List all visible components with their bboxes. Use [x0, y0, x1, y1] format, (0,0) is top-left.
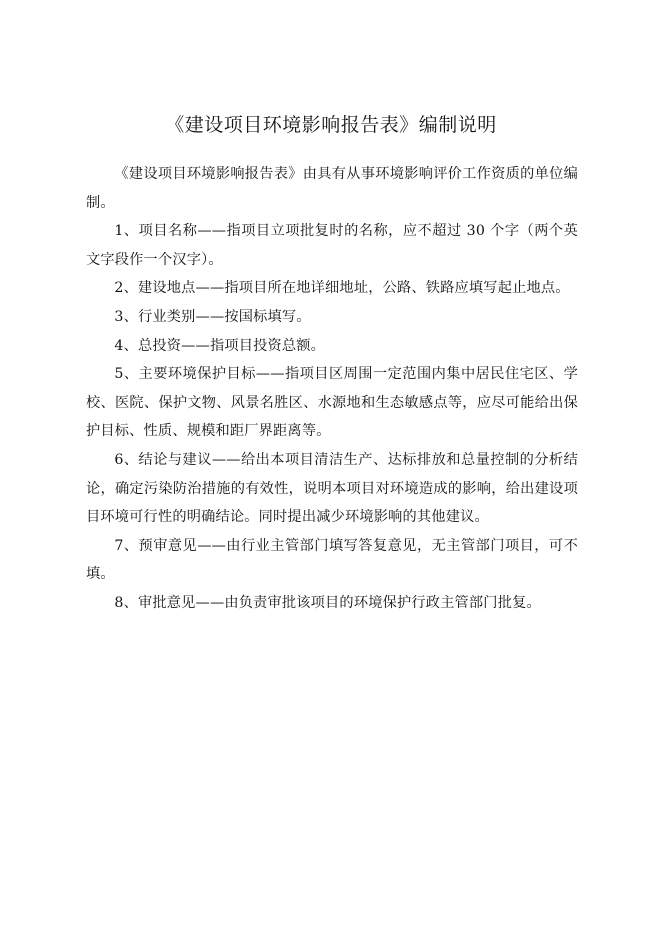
paragraph-item-3: 3、行业类别——按国标填写。	[114, 308, 311, 325]
paragraph-item-5: 5、主要环境保护目标——指项目区周围一定范围内集中居民住宅区、学校、医院、保护文物、风景名胜区、水源地和生态敏感点等，应尽可能给出保护目标、性质、规模和距厂界距离等。	[86, 366, 578, 440]
paragraph-intro: 《建设项目环境影响报告表》由具有从事环境影响评价工作资质的单位编制。	[86, 166, 578, 211]
paragraph-item-1: 1、项目名称——指项目立项批复时的名称，应不超过 30 个字（两个英文字段作一个汉字）。	[86, 223, 578, 268]
paragraph-item-8: 8、审批意见——由负责审批该项目的环境保护行政主管部门批复。	[114, 594, 541, 611]
document-title: 《建设项目环境影响报告表》编制说明	[165, 114, 497, 136]
paragraph-item-2: 2、建设地点——指项目所在地详细地址，公路、铁路应填写起止地点。	[114, 280, 570, 297]
paragraph-item-4: 4、总投资——指项目投资总额。	[114, 337, 326, 354]
paragraph-item-6: 6、结论与建议——给出本项目清洁生产、达标排放和总量控制的分析结论，确定污染防治措施的有效性，说明本项目对环境造成的影响，给出建设项目环境可行性的明确结论。同时提出减少环境影响的其他建议。	[86, 451, 578, 526]
document-body	[86, 160, 578, 618]
paragraph-item-7: 7、预审意见——由行业主管部门填写答复意见，无主管部门项目，可不填。	[86, 537, 578, 583]
